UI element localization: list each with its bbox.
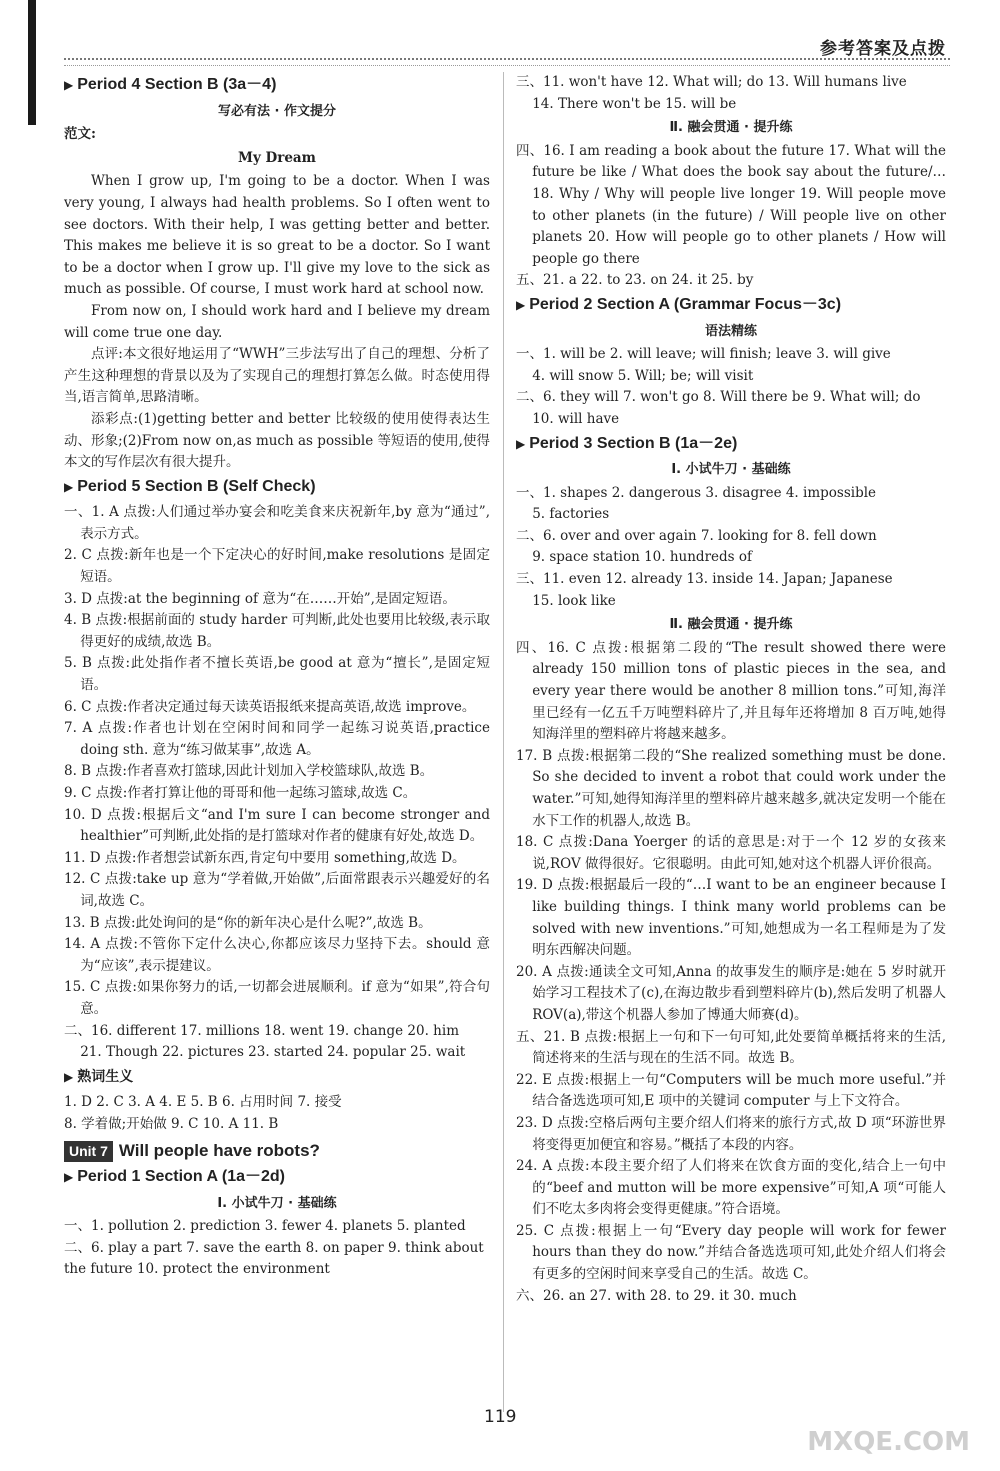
answer-item: 13. B 点拨:此处询问的是“你的新年决心是什么呢?”,故选 B。 <box>64 914 432 931</box>
answer-row: 15. look like <box>532 592 616 609</box>
answer-row: 三、11. even 12. already 13. inside 14. Japan; Japanese <box>516 571 893 588</box>
header-rule <box>64 58 950 66</box>
section-heading: ▶ 熟词生义 <box>64 1067 134 1084</box>
triangle-icon: ▶ <box>64 479 74 494</box>
answer-row: 4. will snow 5. Will; be; will visit <box>532 367 754 384</box>
answer-item: 10. D 点拨:根据后文“and I'm sure I can become stronger and healthier”可判断,此处指的是打篮球对作者的健康有好处,故选 D。 <box>64 806 490 845</box>
watermark: MXQE.COM <box>807 1427 970 1457</box>
answer-item: 四、16. C 点拨:根据第二段的“The result showed there were already 150 million tons of plastic pieces in the sea, and every year there would be another 8 million tons.”可知,海洋里已经有一亿五千万吨塑料碎片了,并且每年还将增加 8 百万吨,她得知海洋里的塑料碎片将越来越多。 <box>516 639 946 743</box>
page-number: 119 <box>484 1407 517 1427</box>
sub-heading: 写必有法 · 作文提分 <box>218 103 336 119</box>
unit-badge: Unit 7 <box>64 1141 113 1163</box>
essay-comment: 点评:本文很好地运用了“WWH”三步法写出了自己的理想、分析了产生这种理想的背景以及为了实现自己的理想打算怎么做。时态使用得当,语言简单,思路清晰。 <box>64 346 490 406</box>
answer-row: 一、1. pollution 2. prediction 3. fewer 4. planets 5. planted <box>64 1218 466 1235</box>
answer-item: 7. A 点拨:作者也计划在空闲时间和同学一起练习说英语,practice doing sth. 意为“练习做某事”,故选 A。 <box>64 720 490 758</box>
answer-item: 8. B 点拨:作者喜欢打篮球,因此计划加入学校篮球队,故选 B。 <box>64 763 434 780</box>
answer-item: 5. B 点拨:此处指作者不擅长英语,be good at 意为“擅长”,是固定短语。 <box>64 655 490 694</box>
left-column <box>64 72 490 1281</box>
answer-item: 6. C 点拨:作者决定通过每天读英语报纸来提高英语,故选 improve。 <box>64 698 476 715</box>
section-heading: ▶ Period 3 Section B (1a－2e) <box>516 434 738 452</box>
answer-row: 一、1. will be 2. will leave; will finish; leave 3. will give <box>516 346 891 363</box>
triangle-icon: ▶ <box>64 1170 74 1185</box>
essay-paragraph-2: From now on, I should work hard and I believe my dream will come true one day. <box>64 302 490 341</box>
answer-item: 19. D 点拨:根据最后一段的“…I want to be an engineer because I like building things. I think many world problems can be solved with new inventions.”可知,她想成为一名工程师是为了发明东西解决问题。 <box>516 877 946 959</box>
sub-heading: Ⅰ. 小试牛刀 · 基础练 <box>217 1195 337 1211</box>
sub-heading: Ⅱ. 融会贯通 · 提升练 <box>669 120 793 136</box>
page-header-title: 参考答案及点拨 <box>820 39 946 59</box>
unit-heading <box>64 1140 490 1163</box>
answer-item: 4. B 点拨:根据前面的 study harder 可判断,此处也要用比较级,表示取得更好的成绩,故选 B。 <box>64 612 490 650</box>
triangle-icon: ▶ <box>516 297 526 312</box>
section-heading: ▶ Period 2 Section A (Grammar Focus－3c) <box>516 295 842 313</box>
answer-row: 二、6. play a part 7. save the earth 8. on paper 9. think about <box>64 1239 484 1256</box>
sub-heading: Ⅰ. 小试牛刀 · 基础练 <box>671 462 791 478</box>
answer-item: 25. C 点拨:根据上一句“Every day people will work for fewer hours than they do now.”并结合备选选项可知,此处介绍人们将会有更多的空闲时间来享受自己的生活。故选 C。 <box>516 1222 946 1283</box>
answer-item: 14. A 点拨:不管你下定什么决心,你都应该尽力坚持下去。should 意为“应该”,表示提建议。 <box>64 936 490 974</box>
sub-heading: Ⅱ. 融会贯通 · 提升练 <box>669 617 793 633</box>
triangle-icon: ▶ <box>516 436 526 451</box>
answer-item: 22. E 点拨:根据上一句“Computers will be much more useful.”并结合备选选项可知,E 项中的关键词 computer 与上下文符合。 <box>516 1071 946 1110</box>
answer-row: 一、1. shapes 2. dangerous 3. disagree 4. impossible <box>516 484 877 501</box>
answer-row: 二、6. they will 7. won't go 8. Will there be 9. What will; do <box>516 389 921 406</box>
answer-row: 二、16. different 17. millions 18. went 19. change 20. him <box>64 1022 460 1039</box>
triangle-icon: ▶ <box>64 1069 74 1084</box>
answer-row: 三、11. won't have 12. What will; do 13. Will humans live <box>516 74 907 90</box>
section-heading: ▶ Period 4 Section B (3a－4) <box>64 76 277 93</box>
answer-row: 六、26. an 27. with 28. to 29. it 30. much <box>516 1287 797 1304</box>
answer-item: 2. C 点拨:新年也是一个下定决心的好时间,make resolutions 是固定短语。 <box>64 547 490 586</box>
unit-title: Will people have robots? <box>118 1140 320 1160</box>
answer-row: 10. will have <box>532 410 620 427</box>
answer-item: 五、21. B 点拨:根据上一句和下一句可知,此处要简单概括将来的生活,简述将来的生活与现在的生活不同。故选 B。 <box>516 1028 946 1067</box>
answer-row: 8. 学着做;开始做 9. C 10. A 11. B <box>64 1115 279 1132</box>
answer-item: 18. C 点拨:Dana Yoerger 的话的意思是:对于一个 12 岁的女孩来说,ROV 做得很好。它很聪明。由此可知,她对这个机器人评价很高。 <box>516 834 946 872</box>
sub-heading: 语法精练 <box>704 323 757 339</box>
answer-row: 21. Though 22. pictures 23. started 24. popular 25. wait <box>80 1044 466 1061</box>
triangle-icon: ▶ <box>64 78 74 92</box>
answer-item: 9. C 点拨:作者打算让他的哥哥和他一起练习篮球,故选 C。 <box>64 785 417 801</box>
answer-row: 9. space station 10. hundreds of <box>532 549 752 566</box>
answer-item: 17. B 点拨:根据第二段的“She realized something must be done. So she decided to invent a robot that could work under the water.”可知,她得知海洋里的塑料碎片越来越多,就决定发明一个能在水下工作的机器人,故选 B。 <box>516 747 946 829</box>
label-fanwen: 范文: <box>64 126 96 143</box>
answer-row: 14. There won't be 15. will be <box>532 95 737 112</box>
answer-row: 5. factories <box>532 506 610 523</box>
answer-item: 12. C 点拨:take up 意为“学着做,开始做”,后面常跟表示兴趣爱好的名词,故选 C。 <box>64 871 490 909</box>
column-divider <box>503 72 504 1412</box>
right-column <box>516 72 946 1307</box>
answer-item: 20. A 点拨:通读全文可知,Anna 的故事发生的顺序是:她在 5 岁时就开始学习工程技术了(c),在海边散步看到塑料碎片(b),然后发明了机器人 ROV(a),带这个机器人参加了博通大师赛(d)。 <box>516 963 946 1023</box>
answer-row: 五、21. a 22. to 23. on 24. it 25. by <box>516 272 754 289</box>
answer-item: 3. D 点拨:at the beginning of 意为“在……开始”,是固定短语。 <box>64 590 456 607</box>
section-heading: ▶ Period 5 Section B (Self Check) <box>64 477 316 495</box>
essay-paragraph-1: When I grow up, I'm going to be a doctor. When I was very young, I always had health problems. So I often went to see doctors. With their help, I was getting better and better. This makes me believe it is so great to be a doctor. So I want to be a doctor when I grow up. I'll give my love to the sick as much as possible. Of course, I must work hard at school now. <box>64 173 490 298</box>
answer-item: 四、16. I am reading a book about the future 17. What will the future be like / What does the book say about the future/… 18. Why / Why will people live longer 19. Will people move to other planets (in the future) / Will people live on other planets 20. How will people go to other planets / How will people go there <box>516 142 946 267</box>
section-heading: ▶ Period 1 Section A (1a－2d) <box>64 1168 285 1186</box>
page-spine <box>28 0 36 125</box>
answer-row: the future 10. protect the environment <box>64 1261 330 1278</box>
essay-title: My Dream <box>238 149 316 166</box>
answer-row: 1. D 2. C 3. A 4. E 5. B 6. 占用时间 7. 接受 <box>64 1094 342 1111</box>
answer-item: 15. C 点拨:如果你努力的话,一切都会进展顺利。if 意为“如果”,符合句意。 <box>64 979 490 1017</box>
answer-item: 一、1. A 点拨:人们通过举办宴会和吃美食来庆祝新年,by 意为“通过”,表示方式。 <box>64 504 490 542</box>
answer-item: 23. D 点拨:空格后两句主要介绍人们将来的旅行方式,故 D 项“环游世界将变得更加便宜和容易。”概括了本段的内容。 <box>516 1114 946 1153</box>
answer-item: 24. A 点拨:本段主要介绍了人们将来在饮食方面的变化,结合上一句中的“beef and mutton will be more expensive”可知,A 项“可能人们不吃太多肉将会变得更健康。”符合语境。 <box>516 1158 946 1218</box>
answer-row: 二、6. over and over again 7. looking for 8. fell down <box>516 527 877 544</box>
essay-highlight: 添彩点:(1)getting better and better 比较级的使用使得表达生动、形象;(2)From now on,as much as possible 等短语的使用,使得本文的写作层次有很大提升。 <box>64 410 490 471</box>
answer-item: 11. D 点拨:作者想尝试新东西,肯定句中要用 something,故选 D。 <box>64 849 466 866</box>
